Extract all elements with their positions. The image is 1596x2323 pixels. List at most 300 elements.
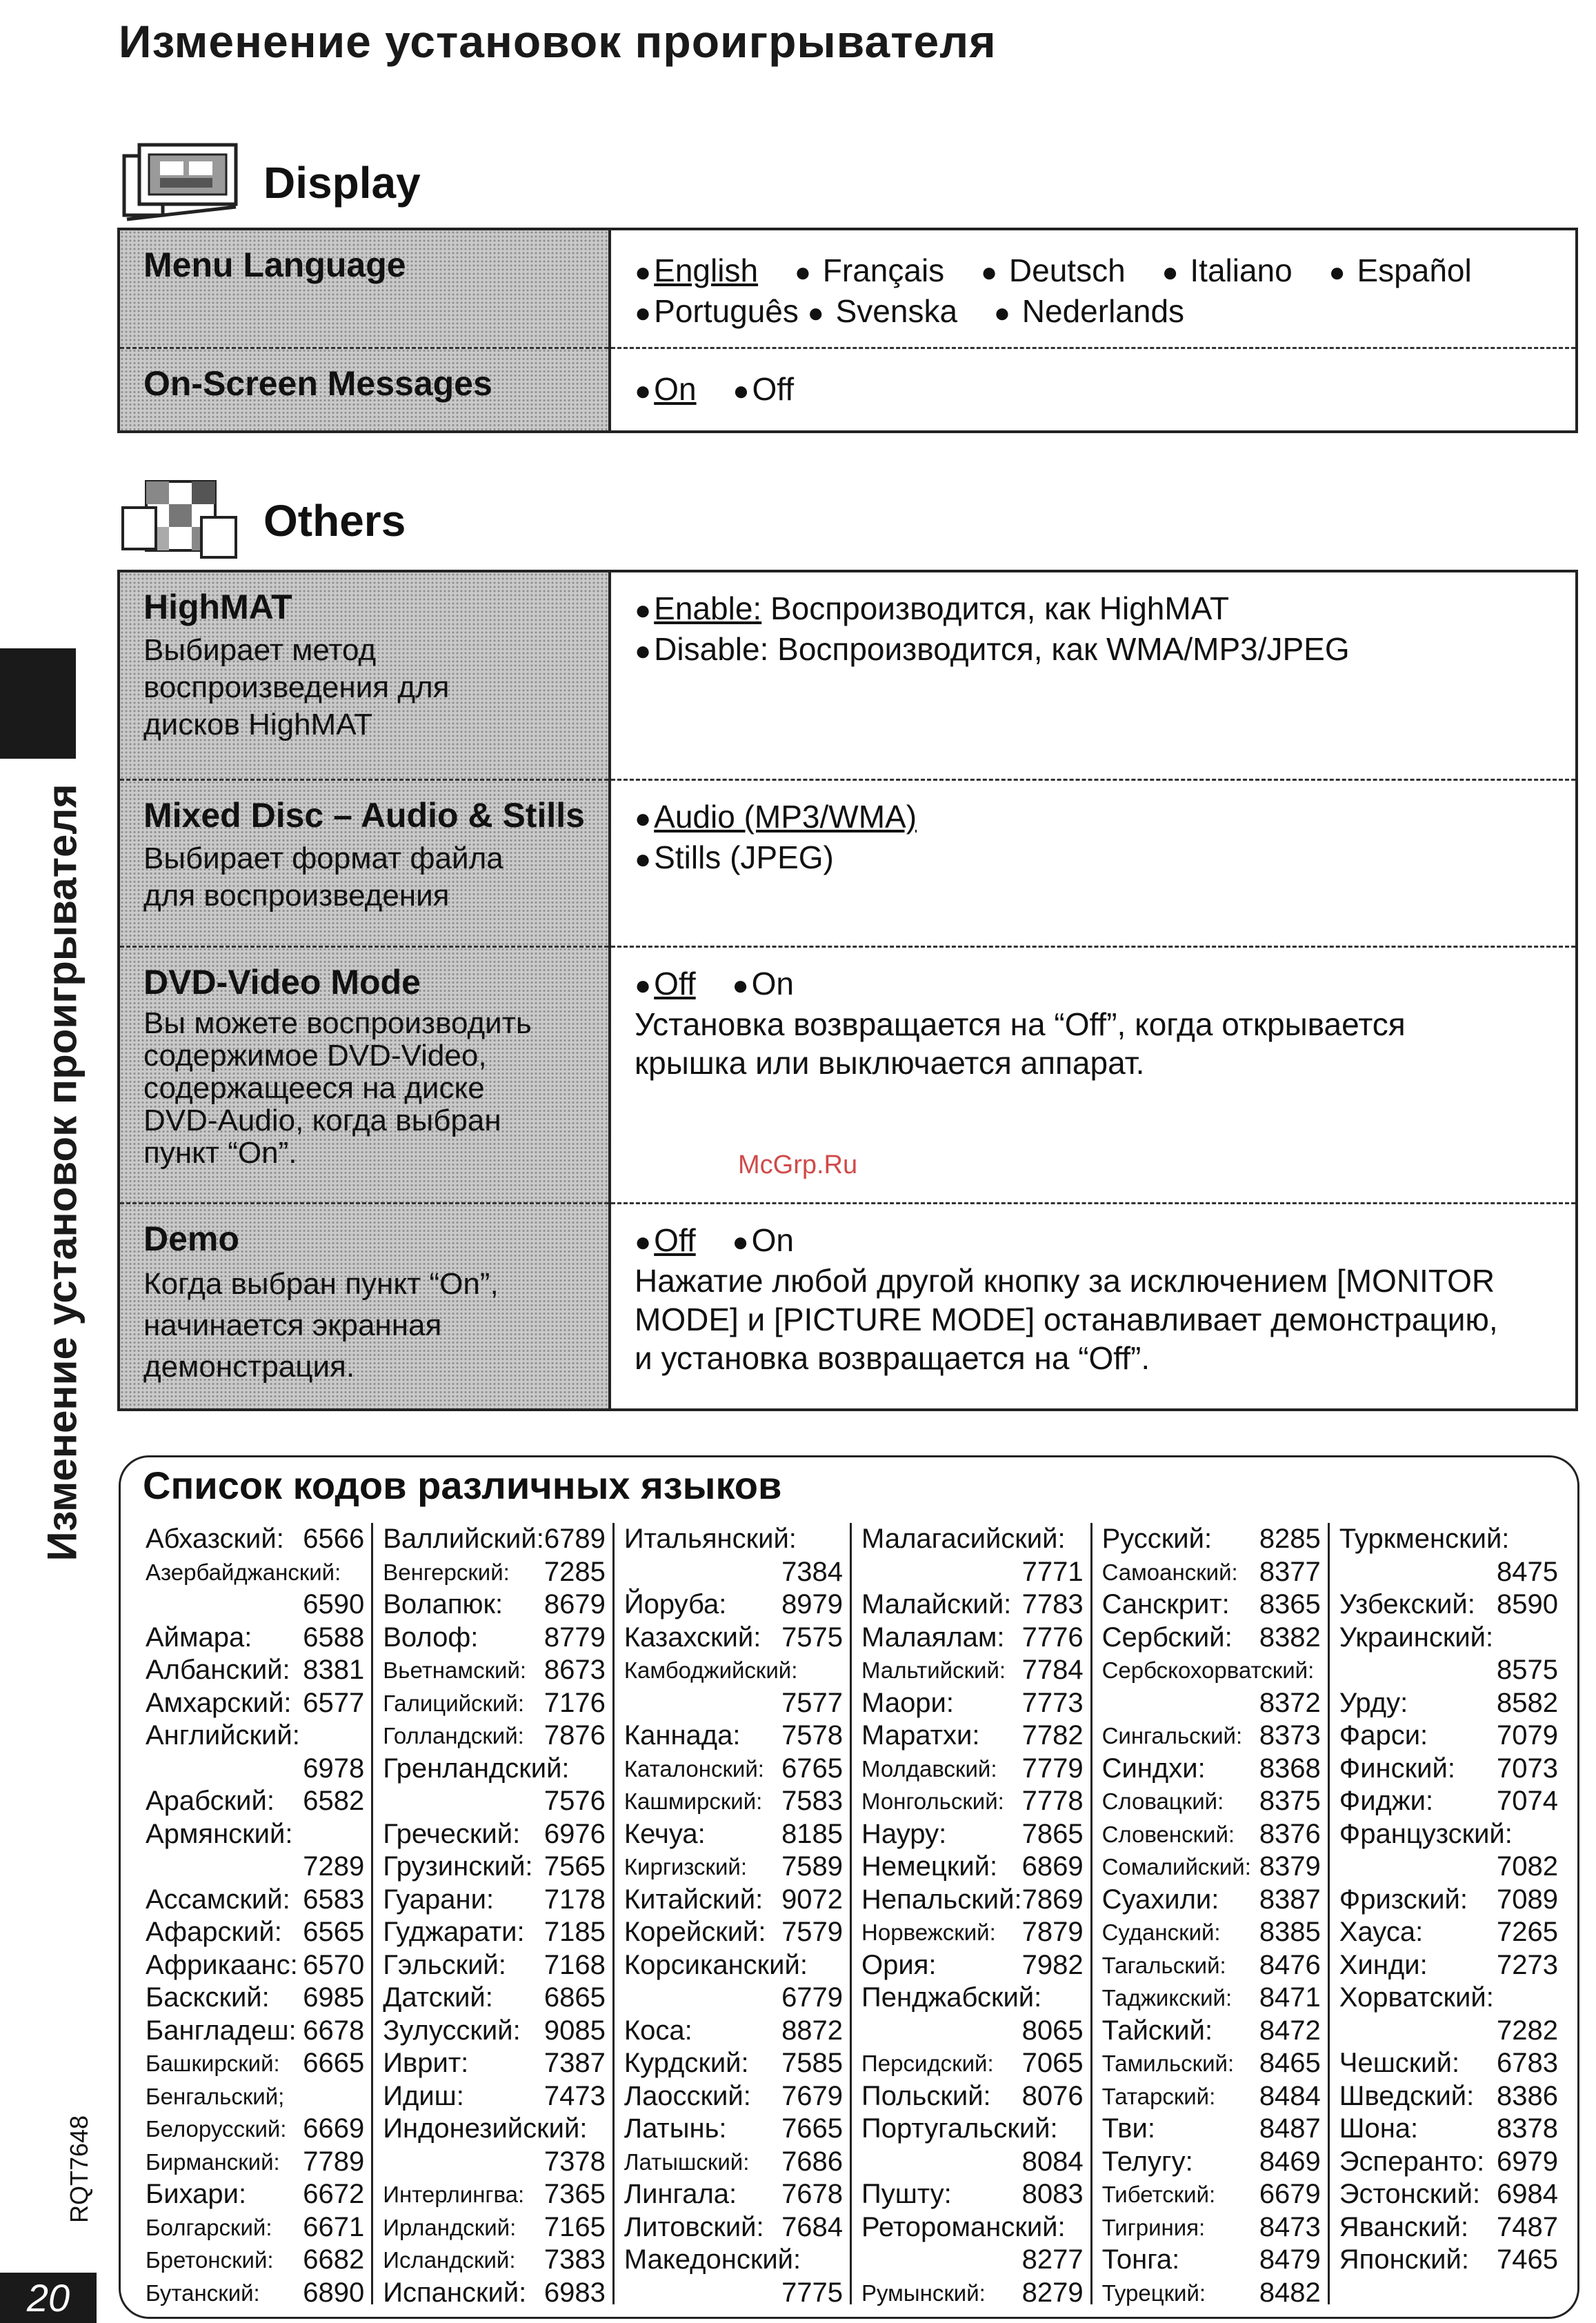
language-code-entry: [146, 1753, 364, 1786]
option-svenska[interactable]: ● Svenska: [807, 293, 958, 329]
language-code-entry: [383, 1588, 606, 1622]
language-name: Таджикский:: [1101, 1985, 1233, 2011]
language-name: Бангладеш:: [146, 2015, 297, 2046]
mixed-disc-description: Выбирает формат файла для воспроизведения: [143, 841, 503, 913]
language-code-entry: [861, 1556, 1084, 1589]
language-code: 8379: [1259, 1851, 1321, 1882]
language-code-entry: [861, 2047, 1084, 2080]
language-code: 6979: [1497, 2146, 1559, 2177]
dvd-video-mode-note-2: крышка или выключается аппарат.: [635, 1044, 1145, 1081]
language-code-entry: [624, 1884, 843, 1917]
language-code: 7775: [781, 2277, 844, 2308]
language-name: Белорусский:: [146, 2116, 287, 2142]
language-name: Арабский:: [146, 1786, 275, 1816]
language-name: Болгарский:: [146, 2214, 272, 2240]
language-code-entry: [383, 2244, 606, 2277]
language-code-entry: [146, 2178, 364, 2211]
language-name: Русский:: [1101, 1524, 1213, 1554]
language-code: 8473: [1259, 2211, 1321, 2242]
language-name: Непальский:: [861, 1884, 1022, 1915]
language-name: Мальтийский:: [861, 1657, 1006, 1683]
language-codes-column: [373, 1523, 615, 2308]
language-code: 7879: [1021, 1917, 1084, 1947]
language-code-entry: [624, 2047, 843, 2080]
language-name: Датский:: [383, 1982, 493, 2013]
language-code-entry: [624, 2080, 843, 2113]
language-code: 6890: [303, 2277, 365, 2308]
language-code-entry: [1339, 1982, 1558, 2015]
language-code-entry: [146, 2113, 364, 2146]
option-off[interactable]: ●Off: [635, 965, 696, 1001]
language-code: 8065: [1021, 2015, 1084, 2046]
language-code-entry: [146, 2244, 364, 2277]
language-code-entry: [1102, 1851, 1321, 1884]
language-code: 7089: [1497, 1884, 1559, 1915]
language-code: 8673: [543, 1655, 606, 1685]
language-code: 7074: [1497, 1786, 1559, 1816]
language-code-entry: [861, 1687, 1084, 1720]
language-name: Пенджабский:: [861, 1982, 1042, 2013]
language-name: Гуарани:: [383, 1884, 495, 1915]
option-francais[interactable]: ● Français: [794, 252, 945, 288]
language-code-entry: [1339, 2211, 1558, 2244]
language-code: 6583: [303, 1884, 365, 1915]
language-code-entry: [146, 1949, 364, 1982]
language-name: Ория:: [861, 1949, 937, 1980]
option-deutsch[interactable]: ● Deutsch: [980, 252, 1126, 288]
language-code-entry: [1102, 1818, 1321, 1851]
language-code-entry: [1339, 1818, 1558, 1851]
language-code-entry: [1102, 2211, 1321, 2244]
option-portugues[interactable]: ●Português: [635, 293, 799, 329]
language-code: 8376: [1259, 1818, 1321, 1849]
menu-language-row: [119, 229, 1577, 348]
language-name: Науру:: [861, 1818, 947, 1849]
option-audio[interactable]: ●Audio (MP3/WMA): [635, 798, 917, 835]
language-code-entry: [383, 2080, 606, 2113]
language-code: 7165: [543, 2211, 606, 2242]
language-name: Шведский:: [1339, 2080, 1475, 2111]
language-name: Молдавский:: [861, 1755, 997, 1782]
language-code: 8779: [543, 1622, 606, 1653]
language-name: Латынь:: [624, 2113, 727, 2144]
language-codes-column: [1330, 1523, 1565, 2304]
language-code: 8476: [1259, 1949, 1321, 1980]
language-code: 6577: [303, 1687, 365, 1718]
language-code: 7273: [1497, 1949, 1559, 1980]
language-code-entry: [383, 1523, 606, 1556]
language-code-entry: [383, 1622, 606, 1655]
language-name: Литовский:: [624, 2211, 764, 2242]
language-code-entry: [146, 1556, 364, 1589]
language-code-entry: [861, 1622, 1084, 1655]
language-code-entry: [1102, 1916, 1321, 1949]
language-code-entry: [146, 1654, 364, 1687]
language-code: 7565: [543, 1851, 606, 1882]
language-code: 8377: [1259, 1556, 1321, 1587]
language-code-entry: [146, 2211, 364, 2244]
language-code-entry: [1339, 1949, 1558, 1982]
language-code-entry: [1102, 1523, 1321, 1556]
language-code: 7065: [1021, 2048, 1084, 2078]
language-code-entry: [383, 1916, 606, 1949]
language-code: 8386: [1497, 2080, 1559, 2111]
language-code: 8285: [1259, 1524, 1321, 1554]
option-off[interactable]: ●Off: [732, 370, 795, 407]
language-code-entry: [1102, 2146, 1321, 2179]
language-code-entry: [861, 1588, 1084, 1622]
side-chapter-label: Изменение установок проигрывателя: [39, 784, 86, 1562]
language-code-entry: [624, 1687, 843, 1720]
demo-row: [119, 1203, 1577, 1410]
language-code-entry: [146, 1719, 364, 1753]
language-name: Галицийский:: [383, 1690, 525, 1716]
option-on[interactable]: ●On: [732, 965, 795, 1001]
language-codes-title: Список кодов различных языков: [143, 1464, 782, 1507]
language-code-entry: [861, 1884, 1084, 1917]
language-code-entry: [383, 2113, 606, 2146]
language-name: Сербскохорватский:: [1101, 1657, 1315, 1683]
language-code-entry: [1102, 1884, 1321, 1917]
language-name: Лаосский:: [624, 2080, 751, 2111]
language-code: 8385: [1259, 1917, 1321, 1947]
language-name: Французский:: [1339, 1818, 1513, 1849]
language-code-entry: [1102, 1785, 1321, 1818]
language-code: 7487: [1497, 2211, 1559, 2242]
language-code: 7779: [1021, 1753, 1084, 1784]
language-codes-column: [852, 1523, 1093, 2308]
language-name: Казахский:: [624, 1622, 761, 1653]
language-code-entry: [624, 1785, 843, 1818]
language-name: Маратхи:: [861, 1720, 980, 1751]
language-codes-column: [136, 1523, 373, 2308]
language-code-entry: [383, 1982, 606, 2015]
language-code: 6671: [303, 2211, 365, 2242]
language-name: Суданский:: [1101, 1920, 1221, 1945]
language-code: 7679: [781, 2080, 844, 2111]
option-espanol[interactable]: ● Español: [1328, 252, 1472, 288]
language-code-entry: [861, 1982, 1084, 2015]
mixed-disc-options: [610, 779, 1577, 946]
language-code: 7665: [781, 2113, 844, 2144]
demo-options: [610, 1203, 1577, 1410]
menu-language-label: Menu Language: [143, 246, 406, 284]
language-code-entry: [861, 1818, 1084, 1851]
language-code-entry: [1339, 1654, 1558, 1687]
language-name: Ирландский:: [383, 2214, 517, 2240]
language-name: Гренландский:: [383, 1753, 570, 1784]
language-name: Турецкий:: [1101, 2280, 1206, 2306]
language-codes-columns: [136, 1523, 1565, 2308]
demo-description: Когда выбран пункт “On”, начинается экранная демонстрация.: [143, 1266, 499, 1384]
highmat-options: [610, 571, 1577, 779]
language-code: 8475: [1497, 1556, 1559, 1587]
language-name: Тибетский:: [1101, 2182, 1216, 2207]
option-on[interactable]: ●On: [732, 1222, 795, 1258]
language-code: 8979: [781, 1589, 844, 1619]
language-name: Самоанский:: [1101, 1559, 1238, 1585]
language-code-entry: [146, 1523, 364, 1556]
language-name: Грузинский:: [383, 1851, 533, 1882]
language-code: 7365: [543, 2179, 606, 2209]
language-code: 8381: [303, 1655, 365, 1685]
language-name: Африкаанс:: [146, 1949, 298, 1980]
language-code: 7869: [1021, 1884, 1084, 1915]
language-code-entry: [383, 1753, 606, 1786]
language-code: 7778: [1021, 1786, 1084, 1816]
language-code: 6682: [303, 2244, 365, 2275]
language-code-entry: [624, 1818, 843, 1851]
menu-language-label-cell: [119, 229, 610, 348]
language-code-entry: [624, 2211, 843, 2244]
language-code-entry: [146, 1687, 364, 1720]
language-name: Суахили:: [1101, 1884, 1219, 1915]
language-codes-column: [1093, 1523, 1330, 2308]
language-code-entry: [624, 1949, 843, 1982]
language-name: Фарси:: [1339, 1720, 1428, 1751]
language-code: 9085: [543, 2015, 606, 2046]
language-name: Словацкий:: [1101, 1788, 1224, 1814]
language-code: 7185: [543, 1917, 606, 1947]
language-code: 8575: [1497, 1655, 1559, 1685]
language-name: Тонга:: [1101, 2244, 1180, 2275]
language-code: 8277: [1021, 2244, 1084, 2275]
language-code-entry: [383, 2178, 606, 2211]
language-code-entry: [383, 1785, 606, 1818]
language-code: 8472: [1259, 2015, 1321, 2046]
language-code-entry: [383, 2047, 606, 2080]
language-code: 7776: [1021, 1622, 1084, 1653]
language-code-entry: [146, 2047, 364, 2080]
language-code: 8372: [1259, 1687, 1321, 1718]
language-code-entry: [624, 1916, 843, 1949]
language-code: 8482: [1259, 2277, 1321, 2308]
language-name: Ретороманский:: [861, 2211, 1066, 2242]
option-off[interactable]: ●Off: [635, 1222, 696, 1258]
language-name: Сербский:: [1101, 1622, 1233, 1653]
demo-note-2: MODE] и [PICTURE MODE] останавливает демонстрацию,: [635, 1301, 1498, 1337]
language-code-entry: [1102, 2047, 1321, 2080]
language-code: 7678: [781, 2179, 844, 2209]
language-name: Шона:: [1339, 2113, 1419, 2144]
language-name: Малагасийский:: [861, 1524, 1066, 1554]
language-name: Малайский:: [861, 1589, 1012, 1619]
language-code: 6566: [303, 1524, 365, 1554]
language-code: 7079: [1497, 1720, 1559, 1751]
language-code: 7383: [543, 2244, 606, 2275]
language-code-entry: [383, 1818, 606, 1851]
language-name: Фризский:: [1339, 1884, 1468, 1915]
language-code: 7686: [781, 2146, 844, 2177]
option-nederlands[interactable]: ● Nederlands: [993, 293, 1185, 329]
language-name: Идиш:: [383, 2080, 464, 2111]
language-code: 8375: [1259, 1786, 1321, 1816]
language-code: 8368: [1259, 1753, 1321, 1784]
highmat-row: [119, 571, 1577, 779]
mixed-disc-label-cell: [119, 779, 610, 946]
language-code: 8382: [1259, 1622, 1321, 1653]
language-name: Итальянский:: [624, 1524, 797, 1554]
language-code-entry: [861, 2080, 1084, 2113]
language-name: Яванский:: [1339, 2211, 1469, 2242]
language-code: 7265: [1497, 1917, 1559, 1947]
language-code-entry: [861, 2015, 1084, 2048]
language-code: 7583: [781, 1786, 844, 1816]
dvd-video-mode-label-cell: [119, 946, 610, 1203]
dvd-video-mode-note-1: Установка возвращается на “Off”, когда открывается: [635, 1006, 1406, 1042]
language-codes-column: [615, 1523, 852, 2308]
language-name: Азербайджанский:: [146, 1559, 341, 1585]
language-name: Аймара:: [146, 1622, 252, 1653]
language-code-entry: [1102, 1556, 1321, 1589]
language-name: Коса:: [624, 2015, 692, 2046]
language-code: 7783: [1021, 1589, 1084, 1619]
language-code-entry: [383, 2277, 606, 2310]
option-enable[interactable]: ●Enable: Воспроизводится, как HighMAT: [635, 590, 1230, 626]
language-code-entry: [1102, 2113, 1321, 2146]
language-code-entry: [1102, 1622, 1321, 1655]
language-name: Венгерский:: [383, 1559, 510, 1585]
language-code: 8582: [1497, 1687, 1559, 1718]
language-code: 7789: [303, 2146, 365, 2177]
option-italiano[interactable]: ● Italiano: [1161, 252, 1293, 288]
language-name: Японский:: [1339, 2244, 1469, 2275]
language-name: Каталонский:: [624, 1755, 764, 1782]
language-code: 7578: [781, 1720, 844, 1751]
language-code: 6582: [303, 1786, 365, 1816]
language-name: Санскрит:: [1101, 1589, 1230, 1619]
language-code: 8279: [1021, 2277, 1084, 2308]
language-name: Телугу:: [1101, 2146, 1193, 2177]
language-code: 8083: [1021, 2179, 1084, 2209]
language-code: 7285: [543, 1556, 606, 1587]
language-code-entry: [383, 2015, 606, 2048]
demo-note-1: Нажатие любой другой кнопку за исключением [MONITOR: [635, 1262, 1495, 1299]
language-code-entry: [1339, 1687, 1558, 1720]
language-code-entry: [861, 1719, 1084, 1753]
language-code-entry: [1339, 1916, 1558, 1949]
option-on[interactable]: ●On: [635, 370, 697, 407]
onscreen-messages-options: [610, 348, 1577, 432]
others-section-header: [119, 476, 406, 566]
language-name: Валлийский:: [383, 1524, 544, 1554]
language-name: Хорватский:: [1339, 1982, 1494, 2013]
language-code: 6984: [1497, 2179, 1559, 2209]
language-code: 7771: [1021, 1556, 1084, 1587]
language-code: 8590: [1497, 1589, 1559, 1619]
language-name: Персидский:: [861, 2051, 994, 2076]
language-name: Амхарский:: [146, 1687, 292, 1718]
language-name: Йоруба:: [624, 1589, 727, 1619]
dvd-video-mode-description: Вы можете воспроизводить содержимое DVD-Video, содержащееся на диске DVD-Audio, когда выбран пункт “On”.: [143, 1006, 532, 1170]
language-code: 6976: [543, 1818, 606, 1849]
language-name: Киргизский:: [624, 1854, 748, 1880]
language-code-entry: [146, 1818, 364, 1851]
language-code-entry: [146, 1916, 364, 1949]
language-name: Башкирский:: [146, 2051, 280, 2076]
language-code-entry: [146, 1982, 364, 2015]
language-code: 7585: [781, 2048, 844, 2078]
language-code-entry: [1102, 1753, 1321, 1786]
language-code: 7289: [303, 1851, 365, 1882]
language-code-entry: [1339, 2178, 1558, 2211]
language-code-entry: [861, 2146, 1084, 2179]
language-name: Интерлингва:: [383, 2182, 525, 2207]
language-code: 8373: [1259, 1720, 1321, 1751]
language-name: Тигриния:: [1101, 2214, 1206, 2240]
language-name: Баскский:: [146, 1982, 270, 2013]
option-stills[interactable]: ●Stills (JPEG): [635, 839, 834, 875]
language-name: Немецкий:: [861, 1851, 998, 1882]
language-code: 8679: [543, 1589, 606, 1619]
language-name: Маори:: [861, 1687, 955, 1718]
language-name: Испанский:: [383, 2277, 527, 2308]
language-code: 6765: [781, 1753, 844, 1784]
option-english[interactable]: ●English: [635, 252, 759, 288]
language-code: 6665: [303, 2048, 365, 2078]
language-code-entry: [1339, 1556, 1558, 1589]
language-name: Голландский:: [383, 1723, 524, 1748]
language-code-entry: [383, 1851, 606, 1884]
language-code-entry: [624, 1719, 843, 1753]
language-name: Бретонский:: [146, 2247, 274, 2273]
language-name: Зулусский:: [383, 2015, 521, 2046]
language-code-entry: [1339, 1851, 1558, 1884]
language-name: Финский:: [1339, 1753, 1455, 1784]
language-code-entry: [1102, 2080, 1321, 2113]
language-name: Вьетнамский:: [383, 1657, 527, 1683]
language-code: 6669: [303, 2113, 365, 2144]
language-name: Бутанский:: [146, 2280, 260, 2306]
language-code: 7784: [1021, 1655, 1084, 1685]
language-name: Курдский:: [624, 2048, 749, 2078]
language-name: Португальский:: [861, 2113, 1058, 2144]
language-code: 8365: [1259, 1589, 1321, 1619]
language-code-entry: [624, 1851, 843, 1884]
language-code: 6678: [303, 2015, 365, 2046]
language-code: 6565: [303, 1917, 365, 1947]
language-name: Сомалийский:: [1101, 1854, 1251, 1880]
language-code-entry: [861, 1949, 1084, 1982]
language-name: Норвежский:: [861, 1920, 996, 1945]
language-name: Индонезийский:: [383, 2113, 588, 2144]
option-disable[interactable]: ●Disable: Воспроизводится, как WMA/MP3/JPEG: [635, 631, 1350, 667]
language-name: Монгольский:: [861, 1788, 1004, 1814]
language-code: 6588: [303, 1622, 365, 1653]
language-code: 8084: [1021, 2146, 1084, 2177]
language-code: 7589: [781, 1851, 844, 1882]
page-number: 20: [0, 2273, 97, 2323]
language-code-entry: [861, 2244, 1084, 2277]
language-name: Сингальский:: [1101, 1723, 1243, 1748]
language-code-entry: [1339, 2244, 1558, 2277]
language-name: Камбоджийский:: [624, 1657, 798, 1683]
language-name: Кашмирский:: [624, 1788, 763, 1814]
language-code-entry: [861, 2113, 1084, 2146]
language-code-entry: [1339, 1622, 1558, 1655]
language-code: 7178: [543, 1884, 606, 1915]
language-code-entry: [1339, 1719, 1558, 1753]
language-code: 6789: [543, 1524, 606, 1554]
language-code-entry: [1339, 1588, 1558, 1622]
language-code-entry: [624, 1753, 843, 1786]
language-name: Бенгальский;: [146, 2083, 285, 2109]
language-code-entry: [624, 2113, 843, 2146]
language-name: Исландский:: [383, 2247, 516, 2273]
display-section-title: Display: [263, 158, 421, 208]
language-code-entry: [146, 1884, 364, 1917]
language-name: Македонский:: [624, 2244, 801, 2275]
